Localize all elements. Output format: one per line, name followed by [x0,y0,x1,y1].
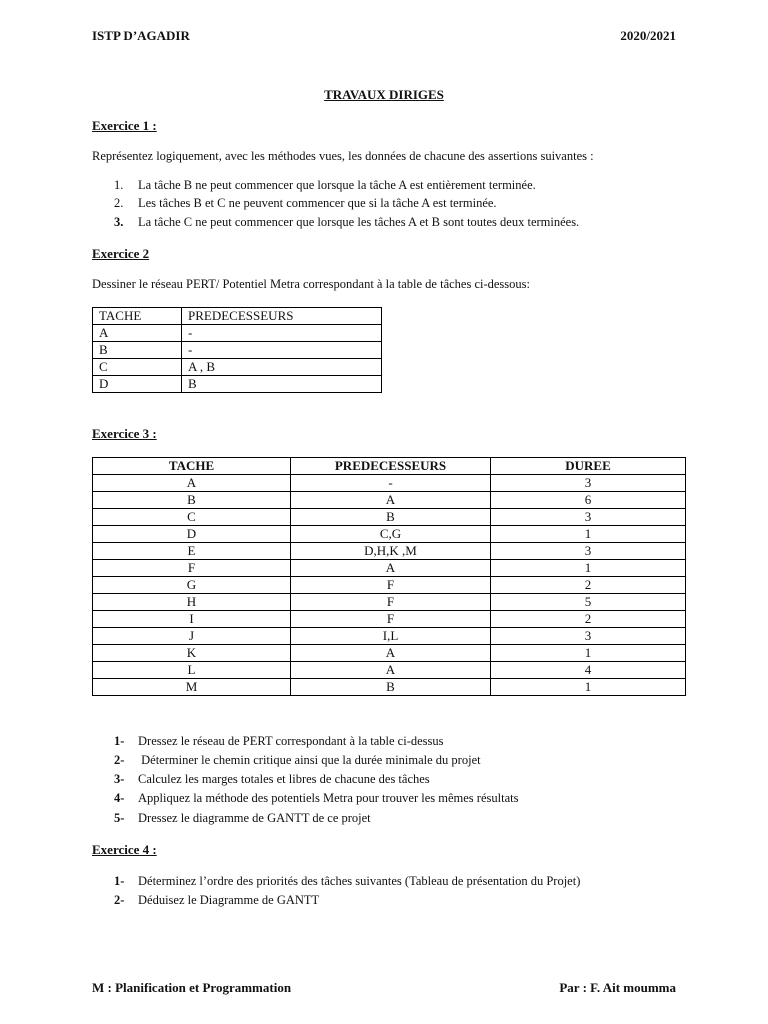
table-cell: D,H,K ,M [291,543,491,560]
item-number: 2. [114,196,124,210]
table-cell: 1 [491,679,686,696]
item-text: Déterminez l’ordre des priorités des tâches suivantes (Tableau de présentation du Projet) [138,874,581,888]
table-cell: L [93,662,291,679]
table-cell: C [93,359,182,376]
table-row [93,509,686,526]
table-row [93,526,686,543]
item-text: Les tâches B et C ne peuvent commencer que si la tâche A est terminée. [138,196,497,210]
table-cell: D [93,526,291,543]
table-row [93,628,686,645]
table-header-cell: TACHE [93,308,182,325]
item-text: Calculez les marges totales et libres de chacune des tâches [138,772,430,786]
table-cell: 1 [491,560,686,577]
table-row [93,342,382,359]
table-cell: K [93,645,291,662]
table-cell: 3 [491,509,686,526]
table-row [93,662,686,679]
ex2-intro: Dessiner le réseau PERT/ Potentiel Metra correspondant à la table de tâches ci-dessous: [92,277,530,291]
list-item [114,178,536,193]
table-cell: B [291,679,491,696]
table-row [93,376,382,393]
table-cell: I [93,611,291,628]
table-row [93,325,382,342]
table-cell: 6 [491,492,686,509]
item-number: 1. [114,178,124,192]
table-cell: 1 [491,645,686,662]
table-header-cell: DUREE [491,458,686,475]
table-cell: C [93,509,291,526]
table-cell: 2 [491,611,686,628]
footer-module: M : Planification et Programmation [92,980,292,995]
table-cell: A [93,325,182,342]
item-number: 3- [114,772,125,786]
table-cell: A [291,560,491,577]
table-cell: A [291,662,491,679]
table-cell: - [182,342,382,359]
ex1-heading: Exercice 1 : [92,118,157,133]
table-cell: J [93,628,291,645]
list-item [114,893,319,908]
item-number: 2- [114,893,125,907]
list-item [114,874,580,889]
header-year: 2020/2021 [620,28,676,43]
item-number: 2- [114,753,125,767]
table-header-cell: PREDECESSEURS [182,308,382,325]
list-item [114,196,497,211]
item-text: Déterminer le chemin critique ainsi que la durée minimale du projet [138,753,481,767]
table-cell: B [93,342,182,359]
table-cell: D [93,376,182,393]
table-cell: 3 [491,628,686,645]
item-number: 4- [114,791,125,805]
table-header-cell: TACHE [93,458,291,475]
table-cell: B [93,492,291,509]
item-text: Appliquez la méthode des potentiels Metra pour trouver les mêmes résultats [138,791,519,805]
table-cell: M [93,679,291,696]
list-item [114,791,518,806]
table-header-row [93,308,382,325]
table-cell: F [93,560,291,577]
table-row [93,577,686,594]
ex4-heading: Exercice 4 : [92,842,157,857]
table-cell: A [291,492,491,509]
table-header-cell: PREDECESSEURS [291,458,491,475]
table-cell: 1 [491,526,686,543]
footer-author: Par : F. Ait moumma [559,980,676,995]
table-cell: A , B [182,359,382,376]
item-number: 1- [114,734,125,748]
item-text: Dressez le réseau de PERT correspondant à la table ci-dessus [138,734,444,748]
ex3-heading: Exercice 3 : [92,426,157,441]
table-cell: G [93,577,291,594]
table-row [93,645,686,662]
item-text: Déduisez le Diagramme de GANTT [138,893,320,907]
item-number: 3. [114,215,124,229]
item-text: La tâche C ne peut commencer que lorsque les tâches A et B sont toutes deux terminées. [138,215,580,229]
table-cell: B [291,509,491,526]
item-text: Dressez le diagramme de GANTT de ce projet [138,811,371,825]
table-row [93,492,686,509]
ex2-table [92,307,382,393]
table-row [93,475,686,492]
item-number: 5- [114,811,125,825]
table-cell: 4 [491,662,686,679]
table-row [93,594,686,611]
table-cell: A [291,645,491,662]
table-cell: B [182,376,382,393]
list-item [114,772,430,787]
ex3-table [92,457,686,696]
page-title: TRAVAUX DIRIGES [324,87,444,102]
ex2-heading: Exercice 2 [92,246,150,261]
list-item [114,734,444,749]
table-cell: H [93,594,291,611]
table-cell: 3 [491,475,686,492]
table-cell: A [93,475,291,492]
table-row [93,679,686,696]
table-cell: F [291,611,491,628]
table-cell: - [182,325,382,342]
table-row [93,560,686,577]
header-school: ISTP D’AGADIR [92,28,190,43]
table-row [93,543,686,560]
item-text: La tâche B ne peut commencer que lorsque la tâche A est entièrement terminée. [138,178,536,192]
table-row [93,359,382,376]
list-item [114,811,371,826]
table-cell: F [291,594,491,611]
table-cell: E [93,543,291,560]
table-row [93,611,686,628]
list-item [114,753,481,768]
table-cell: 5 [491,594,686,611]
table-cell: F [291,577,491,594]
table-cell: - [291,475,491,492]
ex1-intro: Représentez logiquement, avec les méthodes vues, les données de chacune des assertions suivantes : [92,149,594,163]
list-item [114,215,579,230]
table-cell: 2 [491,577,686,594]
table-cell: C,G [291,526,491,543]
item-number: 1- [114,874,125,888]
table-cell: 3 [491,543,686,560]
table-cell: I,L [291,628,491,645]
table-header-row [93,458,686,475]
